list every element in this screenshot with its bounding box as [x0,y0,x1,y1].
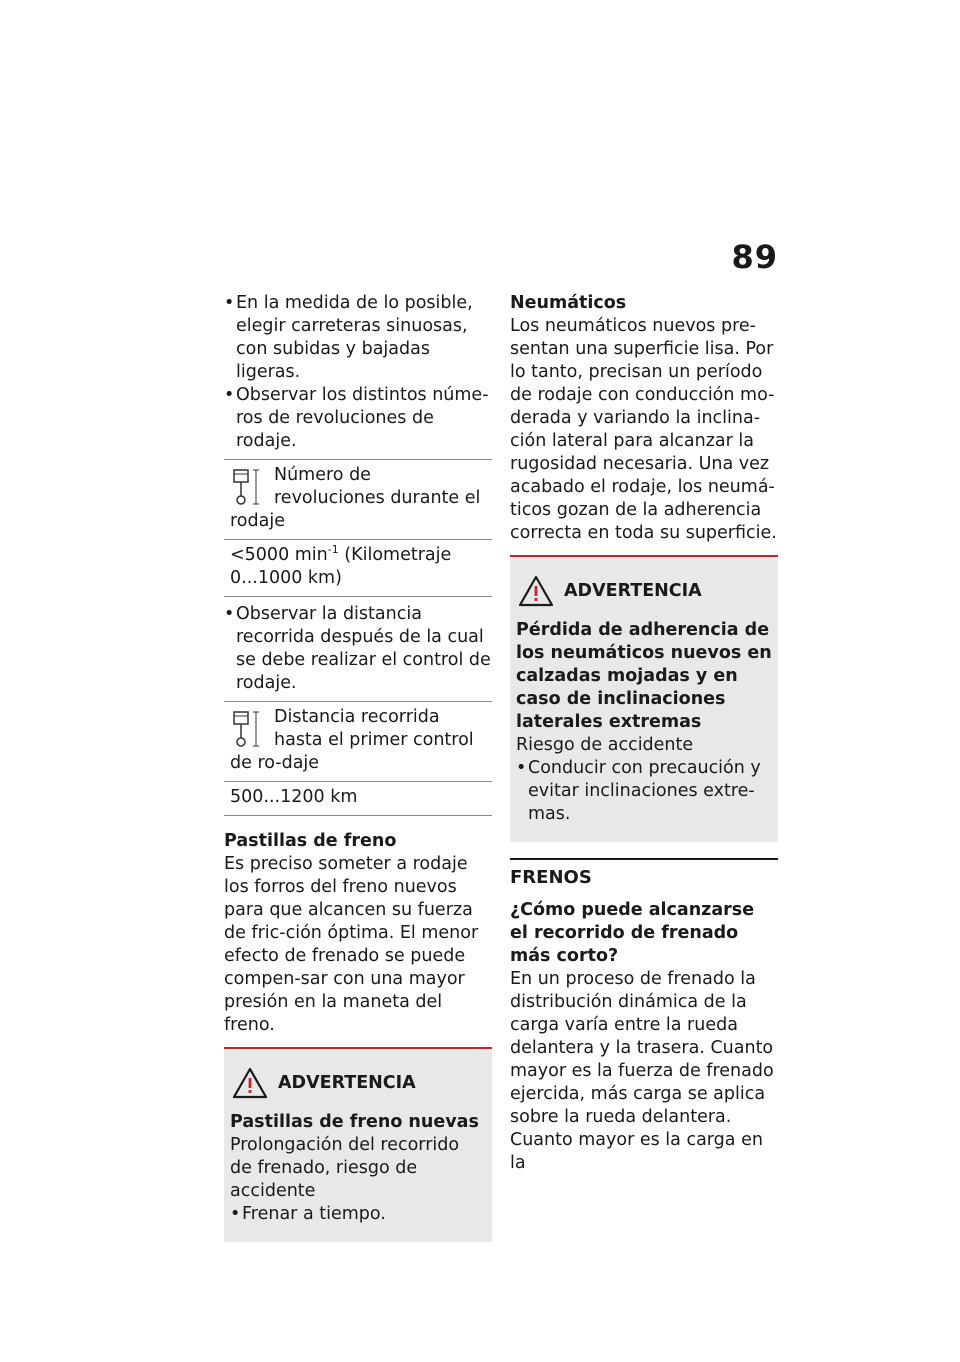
paragraph: Los neumáticos nuevos pre-sentan una superficie lisa. Por lo tanto, precisan un período de rodaje con conducción mo-derada y variando la inclina-ción lateral para alcanzar la rugosidad necesaria. Una vez acabado el rodaje, los neumá-ticos gozan de la adherencia correcta en toda su superficie. [510,316,777,543]
warning-label: ADVERTENCIA [564,580,702,601]
list-item: • Observar los distintos núme-ros de revoluciones de rodaje. [224,384,492,453]
warning-box-brake-pads [224,1047,492,1242]
engine-piston-icon [230,708,264,750]
section-divider [510,858,778,889]
info-table-label: Número de revoluciones durante el rodaje [230,465,481,531]
info-table-rpm [224,459,492,597]
warning-triangle-icon [518,575,554,607]
warning-label: ADVERTENCIA [278,1072,416,1093]
warning-triangle-icon [232,1067,268,1099]
warning-action: • Conducir con precaución y evitar inclinaciones extre-mas. [516,757,772,826]
info-table-header [224,702,492,782]
list-item: • En la medida de lo posible, elegir carreteras sinuosas, con subidas y bajadas ligeras. [224,292,492,384]
info-table-header [224,460,492,540]
info-table-distance [224,701,492,816]
warning-text: Prolongación del recorrido de frenado, riesgo de accidente [230,1135,460,1201]
question-heading: ¿Cómo puede alcanzarse el recorrido de frenado más corto? [510,900,755,966]
warning-text: Riesgo de accidente [516,735,694,755]
warning-title: Pérdida de adherencia de los neumáticos nuevos en calzadas mojadas y en caso de inclinaciones laterales extremas [516,620,772,732]
engine-piston-icon [230,466,264,508]
section-heading-brake-pads: Pastillas de freno [224,831,397,851]
section-title-frenos: FRENOS [510,867,592,888]
info-table-value: <5000 $\min^{-1}$ (Kilometraje 0...1000 km) [230,543,452,588]
warning-action: • Frenar a tiempo. [230,1203,486,1226]
paragraph: En un proceso de frenado la distribución dinámica de la carga varía entre la rueda delantera y la trasera. Cuanto mayor es la fuerza de frenado ejercida, más carga se aplica sobre la rueda delantera. Cuanto mayor es la carga en la [510,969,774,1173]
section-heading-tyres: Neumáticos [510,293,627,313]
list-item: • Observar la distancia recorrida después de la cual se debe realizar el control de rodaje. [224,603,492,695]
right-column [510,292,778,1175]
info-table-value: 500...1200 km [230,787,358,807]
info-table-label: Distancia recorrida hasta el primer control de ro-daje [230,707,474,773]
page-number: 89 [731,238,778,276]
paragraph: Es preciso someter a rodaje los forros del freno nuevos para que alcancen su fuerza de fric-ción óptima. El menor efecto de frenado se puede compen-sar con una mayor presión en la maneta del freno. [224,854,479,1035]
left-column [224,292,492,1242]
warning-box-tyres [510,555,778,842]
warning-title: Pastillas de freno nuevas [230,1112,479,1132]
